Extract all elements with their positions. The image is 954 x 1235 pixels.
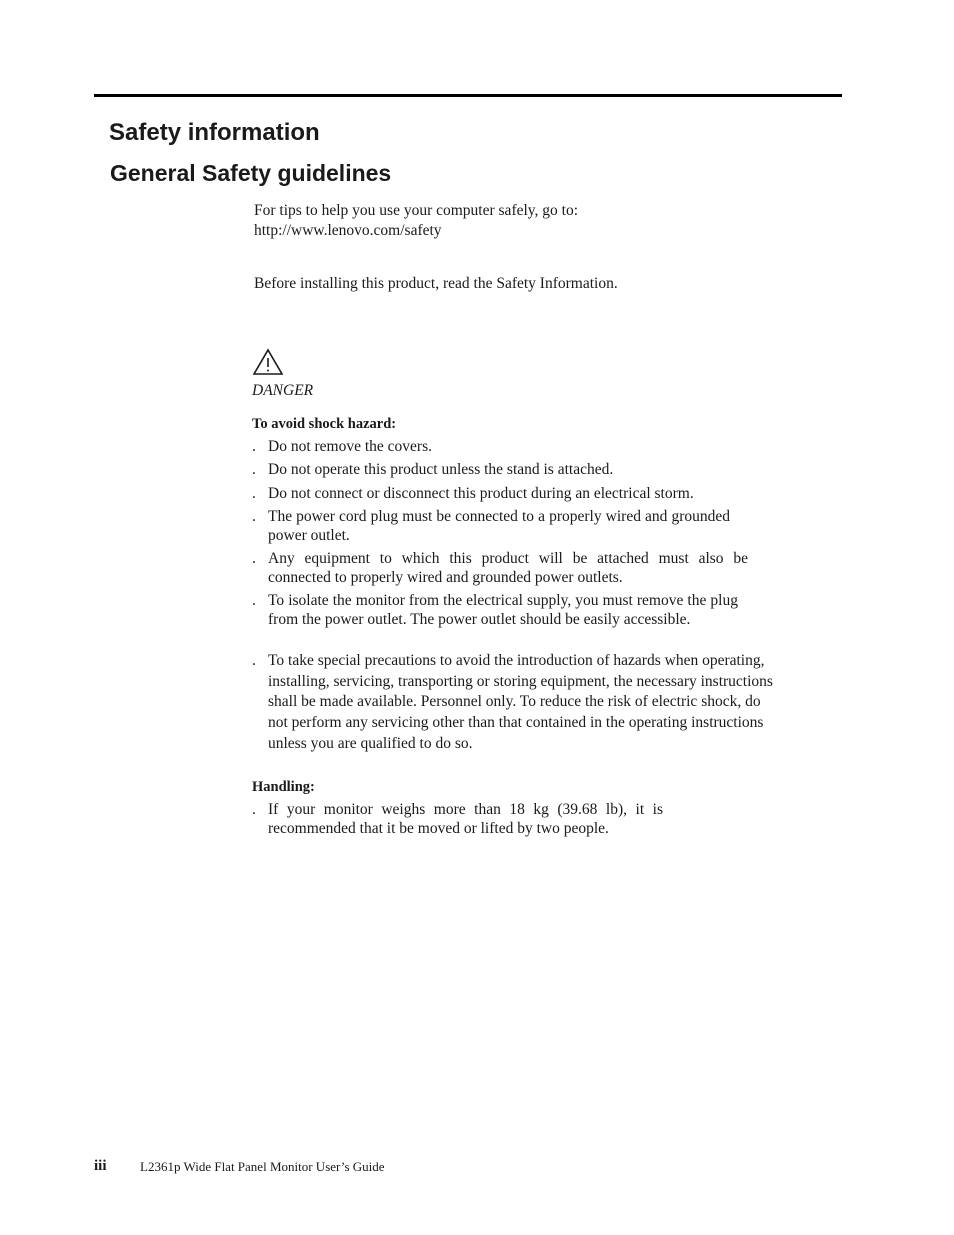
- list-item-text: To take special precautions to avoid the introduction of hazards when operating, installing, servicing, transporting or storing equipment, the necessary instructions shall be made available. Personnel only. To reduce the risk of electric shock, do not perform any servicing other than that contained in the operating instructions unless you are qualified to do so.: [268, 652, 773, 752]
- bullet: .: [252, 550, 256, 567]
- handling-heading: Handling:: [252, 779, 315, 795]
- bullet: .: [252, 801, 256, 818]
- list-item-text: Any equipment to which this product will be attached must also be connected to properly wired and grounded power outlets.: [268, 550, 748, 586]
- warning-triangle-icon: [252, 348, 284, 376]
- list-item-text: If your monitor weighs more than 18 kg (39.68 lb), it is recommended that it be moved or lifted by two people.: [268, 801, 663, 837]
- list-item: [252, 591, 742, 629]
- safety-url-link[interactable]: http://www.lenovo.com/safety: [254, 222, 442, 239]
- list-item: [252, 460, 777, 479]
- before-installing-paragraph: Before installing this product, read the Safety Information.: [254, 275, 618, 292]
- bullet: .: [252, 485, 256, 502]
- list-item: [252, 507, 732, 545]
- bullet: .: [252, 508, 256, 525]
- list-item: [252, 800, 667, 838]
- bullet: .: [252, 461, 256, 478]
- section-title: General Safety guidelines: [110, 160, 392, 186]
- danger-label: DANGER: [252, 382, 314, 399]
- bullet: .: [252, 592, 256, 609]
- list-item-text: Do not remove the covers.: [268, 438, 432, 455]
- list-item-text: To isolate the monitor from the electrical supply, you must remove the plug from the power outlet. The power outlet should be easily accessible.: [268, 592, 738, 628]
- shock-hazard-heading: To avoid shock hazard:: [252, 416, 397, 432]
- bullet: .: [252, 438, 256, 455]
- list-item: [252, 484, 777, 503]
- page-title: Safety information: [109, 119, 320, 146]
- list-item-text: Do not operate this product unless the stand is attached.: [268, 461, 614, 478]
- safety-tips-paragraph: [254, 201, 578, 241]
- list-item-text: Do not connect or disconnect this product during an electrical storm.: [268, 485, 694, 502]
- list-item: [252, 651, 777, 755]
- safety-tips-text: For tips to help you use your computer safely, go to:: [254, 202, 579, 219]
- page-number: iii: [94, 1158, 107, 1174]
- bullet: .: [252, 652, 256, 669]
- list-item: [252, 549, 752, 587]
- footer-document-title: L2361p Wide Flat Panel Monitor User’s Guide: [140, 1159, 385, 1174]
- list-item: [252, 437, 777, 456]
- list-item-text: The power cord plug must be connected to a properly wired and grounded power outlet.: [268, 508, 730, 544]
- header-rule: [94, 94, 842, 97]
